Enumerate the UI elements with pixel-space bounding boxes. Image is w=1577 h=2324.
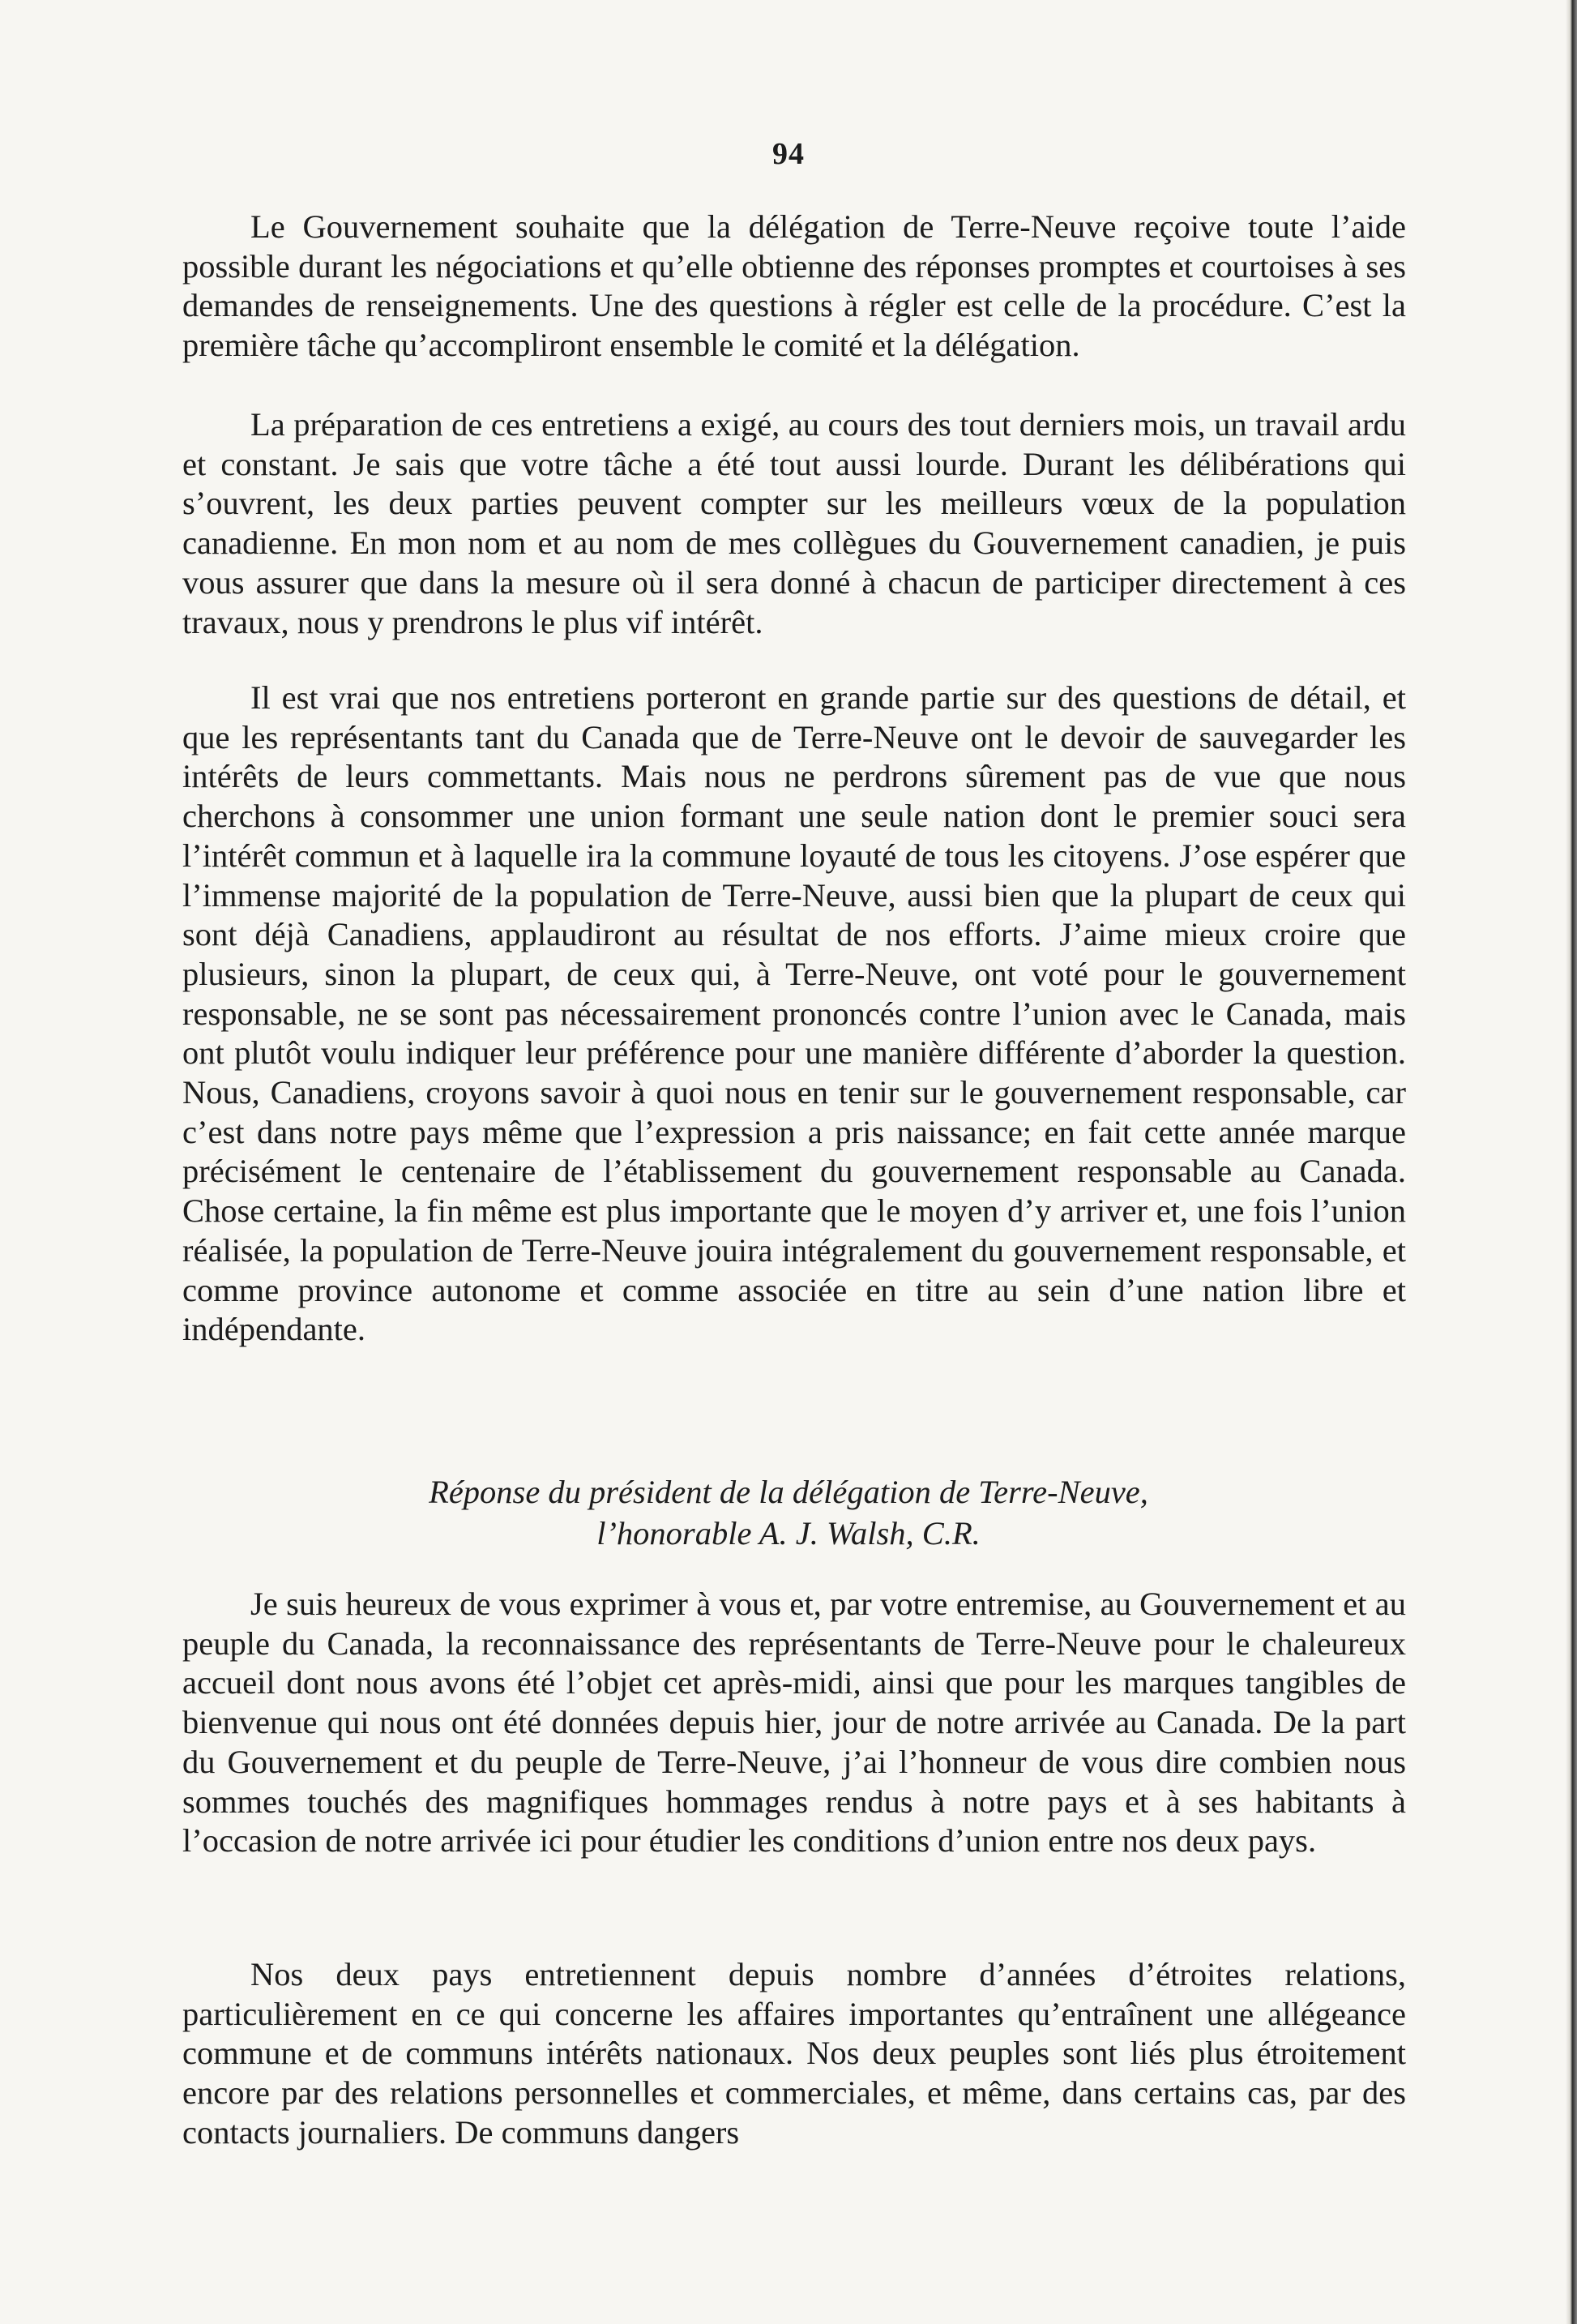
paragraph-procedure: Le Gouvernement souhaite que la délégation de Terre-Neuve reçoive toute l’aide possible durant les négociations et qu’elle obtienne des réponses promptes et courtoises à ses demandes de renseignements. Une des questions à régler est celle de la procédure. C’est la première tâche qu’accompliront ensemble le comité et la délégation.	[182, 208, 1406, 364]
paragraph-gratitude: Je suis heureux de vous exprimer à vous et, par votre entremise, au Gouvernement et au peuple du Canada, la reconnaissance des représentants de Terre-Neuve pour le chaleureux accueil dont nous avons été l’objet cet après-midi, ainsi que pour les marques tangibles de bienvenue qui nous ont été données depuis hier, jour de notre arrivée au Canada. De la part du Gouvernement et du peuple de Terre-Neuve, j’ai l’honneur de vous dire combien nous sommes touchés des magnifiques hommages rendus à notre pays et à ses habitants à l’occasion de notre arrivée ici pour étudier les conditions d’union entre nos deux pays.	[182, 1586, 1406, 1860]
paragraph-block-5	[182, 1955, 1406, 2153]
paragraph-relations: Nos deux pays entretiennent depuis nombre d’années d’étroites relations, particulièrement en ce qui concerne les affaires importantes qu’entraînent une allégeance commune et de communs intérêts nationaux. Nos deux peuples sont liés plus étroitement encore par des relations personnelles et commerciales, et même, dans certains cas, par des contacts journaliers. De communs dangers	[182, 1956, 1406, 2151]
paragraph-block-4	[182, 1585, 1406, 1861]
section-heading-line-1: Réponse du président de la délégation de Terre-Neuve,	[429, 1474, 1148, 1510]
paragraph-preparation: La préparation de ces entretiens a exigé, au cours des tout derniers mois, un travail ardu et constant. Je sais que votre tâche a été tout aussi lourde. Durant les délibérations qui s’ouvrent, les deux parties peuvent compter sur les meilleurs vœux de la population canadienne. En mon nom et au nom de mes collègues du Gouvernement canadien, je puis vous assurer que dans la mesure où il sera donné à chacun de participer directement à ces travaux, nous y prendrons le plus vif intérêt.	[182, 406, 1406, 640]
paragraph-block-3	[182, 678, 1406, 1350]
paragraph-block-2	[182, 405, 1406, 642]
paragraph-block-1	[182, 208, 1406, 366]
page-edge-shadow	[1566, 0, 1577, 2324]
section-heading	[0, 1471, 1577, 1554]
paragraph-union: Il est vrai que nos entretiens porteront en grande partie sur des questions de détail, et que les représentants tant du Canada que de Terre-Neuve ont le devoir de sauvegarder les intérêts de leurs commettants. Mais nous ne perdrons sûrement pas de vue que nous cherchons à consommer une union formant une seule nation dont le premier souci sera l’intérêt commun et à laquelle ira la commune loyauté de tous les citoyens. J’ose espérer que l’immense majorité de la population de Terre-Neuve, aussi bien que la plupart de ceux qui sont déjà Canadiens, applaudiront au résultat de nos efforts. J’aime mieux croire que plusieurs, sinon la plupart, de ceux qui, à Terre-Neuve, ont voté pour le gouvernement responsable, ne se sont pas nécessairement prononcés contre l’union avec le Canada, mais ont plutôt voulu indiquer leur préférence pour une manière différente d’aborder la question. Nous, Canadiens, croyons savoir à quoi nous en tenir sur le gouvernement responsable, car c’est dans notre pays même que l’expression a pris naissance; en fait cette année marque précisément le centenaire de l’établissement du gouvernement responsable au Canada. Chose certaine, la fin même est plus importante que le moyen d’y arriver et, une fois l’union réalisée, la population de Terre-Neuve jouira intégralement du gouvernement responsable, et comme province autonome et comme associée en titre au sein d’une nation libre et indépendante.	[182, 679, 1406, 1348]
page-number: 94	[772, 137, 805, 171]
section-heading-line-2: l’honorable A. J. Walsh, C.R.	[596, 1515, 981, 1551]
